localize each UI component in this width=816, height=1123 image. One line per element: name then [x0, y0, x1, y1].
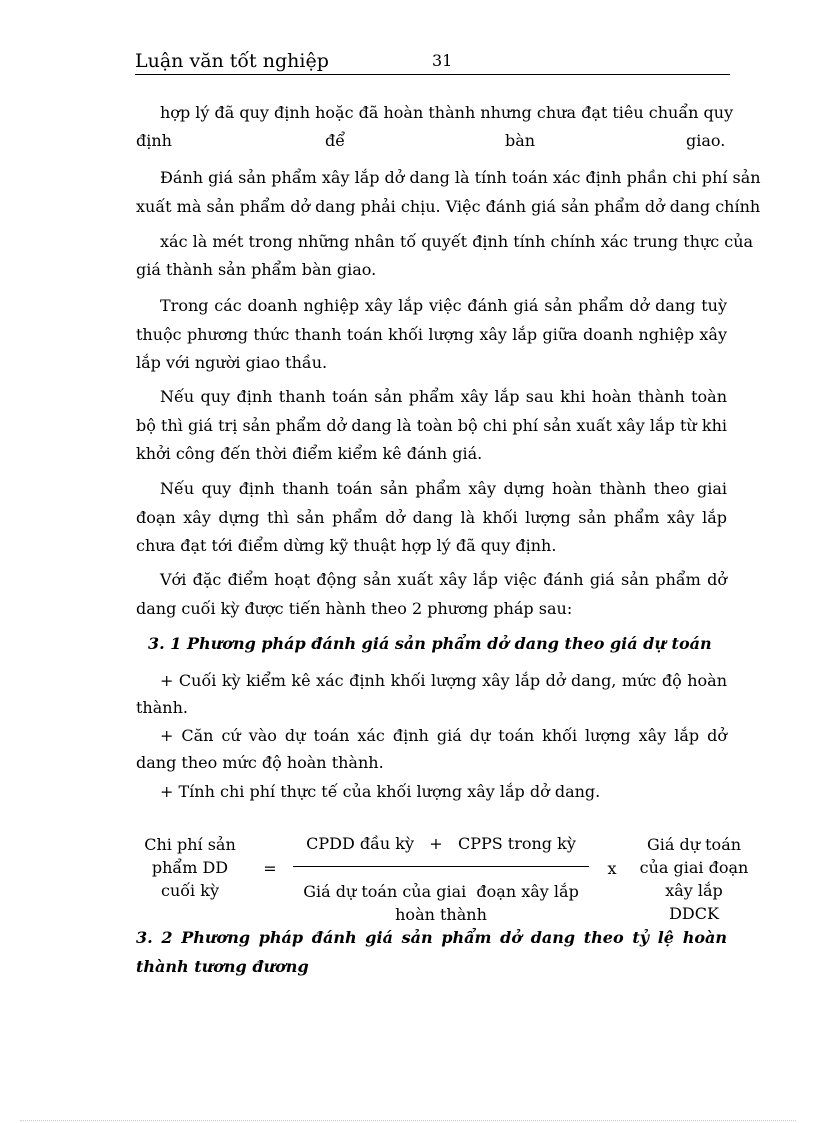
page-bottom-rule — [20, 1120, 796, 1121]
paragraph-line: Đánh giá sản phẩm xây lắp dở dang là tính toán xác định phần chi phí sản — [160, 168, 761, 187]
paragraph-continuation-word: giao. — [686, 131, 726, 150]
paragraph-continuation-word: định — [136, 131, 172, 150]
paragraph-continuation-word: để — [325, 131, 346, 150]
bullet-item: + Tính chi phí thực tế của khối lượng xây lắp dở dang. — [160, 782, 601, 801]
page-number: 31 — [432, 51, 453, 70]
document-title: Luận văn tốt nghiệp — [135, 50, 329, 72]
paragraph-continuation-line-1: hợp lý đã quy định hoặc đã hoàn thành nhưng chưa đạt tiêu chuẩn quy — [160, 103, 734, 122]
paragraph: Trong các doanh nghiệp xây lắp việc đánh giá sản phẩm dở dang tuỳ thuộc phương thức thanh toán khối lượng xây lắp giữa doanh nghiệp xây lắp với người giao thầu. — [136, 296, 727, 372]
paragraph-line: xuất mà sản phẩm dở dang phải chịu. Việc đánh giá sản phẩm dở dang chính — [136, 197, 761, 216]
section-heading-3-2: 3. 2 Phương pháp đánh giá sản phẩm dở dang theo tỷ lệ hoàn thành tương đương — [136, 928, 727, 976]
paragraph: Nếu quy định thanh toán sản phẩm xây lắp sau khi hoàn thành toàn bộ thì giá trị sản phẩm dở dang là toàn bộ chi phí sản xuất xây lắp từ khi khởi công đến thời điểm kiểm kê đánh giá. — [136, 387, 727, 463]
formula-denominator: Giá dự toán của giai đoạn xây lắp hoàn thành — [303, 882, 579, 924]
paragraph-line: xác là mét trong những nhân tố quyết định tính chính xác trung thực của — [160, 232, 754, 251]
formula-times: x — [607, 859, 617, 878]
bullet-item: + Cuối kỳ kiểm kê xác định khối lượng xây lắp dở dang, mức độ hoàn thành. — [136, 671, 727, 717]
section-heading-3-1: 3. 1 Phương pháp đánh giá sản phẩm dở dang theo giá dự toán — [148, 634, 712, 653]
bullet-item: + Căn cứ vào dự toán xác định giá dự toán khối lượng xây lắp dở dang theo mức độ hoàn thành. — [136, 726, 727, 772]
formula-rhs: Giá dự toán của giai đoạn xây lắp DDCK — [639, 835, 749, 923]
formula-equals: = — [263, 859, 277, 878]
paragraph-line: giá thành sản phẩm bàn giao. — [136, 260, 377, 279]
paragraph: Nếu quy định thanh toán sản phẩm xây dựng hoàn thành theo giai đoạn xây dựng thì sản phẩm dở dang là khối lượng sản phẩm xây lắp chưa đạt tới điểm dừng kỹ thuật hợp lý đã quy định. — [136, 479, 727, 555]
paragraph-continuation-word: bàn — [505, 131, 536, 150]
paragraph: Với đặc điểm hoạt động sản xuất xây lắp việc đánh giá sản phẩm dở dang cuối kỳ được tiến hành theo 2 phương pháp sau: — [136, 570, 727, 618]
formula-numerator: CPDD đầu kỳ + CPPS trong kỳ — [306, 834, 576, 853]
fraction-bar — [293, 866, 589, 867]
page-header — [135, 50, 730, 75]
formula-lhs: Chi phí sản phẩm DD cuối kỳ — [144, 835, 236, 900]
